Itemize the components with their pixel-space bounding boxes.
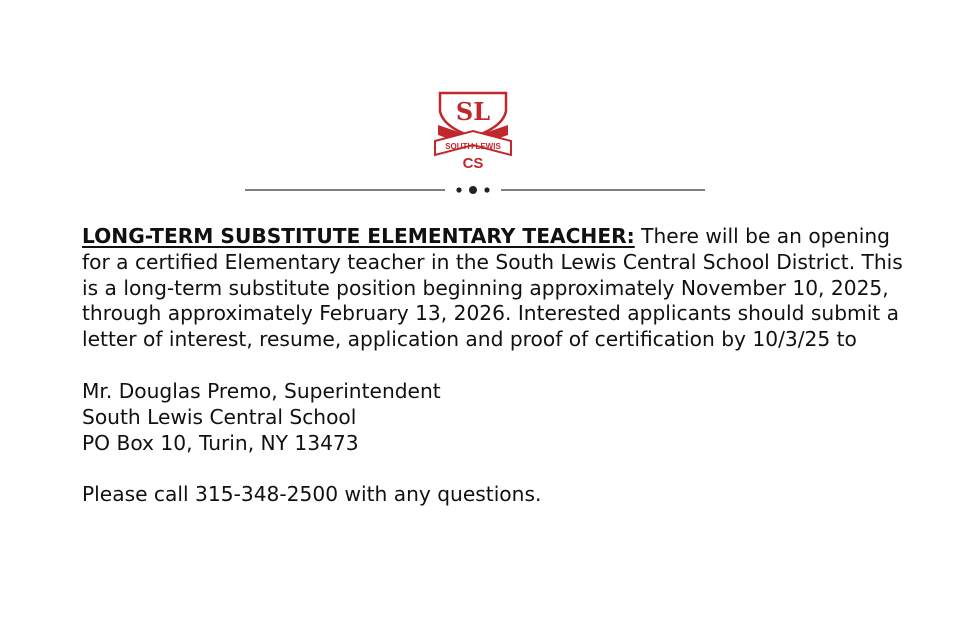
- contact-line: Please call 315-348-2500 with any questions.: [82, 482, 542, 507]
- notice-heading: LONG-TERM SUBSTITUTE ELEMENTARY TEACHER:: [82, 224, 635, 248]
- address-po-box: PO Box 10, Turin, NY 13473: [82, 430, 359, 455]
- notice-paragraph: [82, 224, 912, 353]
- job-notice: [82, 224, 912, 508]
- school-crest-logo: [433, 89, 513, 169]
- crest-monogram-sl: SL: [455, 97, 491, 126]
- divider-dot-center: [469, 186, 477, 194]
- ornamental-divider: [245, 182, 705, 198]
- address-school: South Lewis Central School: [82, 404, 357, 429]
- crest-ribbon-text: SOUTH LEWIS: [445, 142, 501, 151]
- crest-monogram-cs: CS: [462, 155, 484, 169]
- divider-dot-left: [456, 187, 461, 192]
- divider-dot-right: [484, 187, 489, 192]
- address-name: Mr. Douglas Premo, Superintendent: [82, 378, 441, 403]
- notice-body: There will be an opening for a certified Elementary teacher in the South Lewis Central School District. This is a long-term substitute position beginning approximately November 10, 2025, through approximately February 13, 2026. Interested applicants should submit a letter of interest, resume, application and proof of certification by 10/3/25 to: [82, 224, 903, 352]
